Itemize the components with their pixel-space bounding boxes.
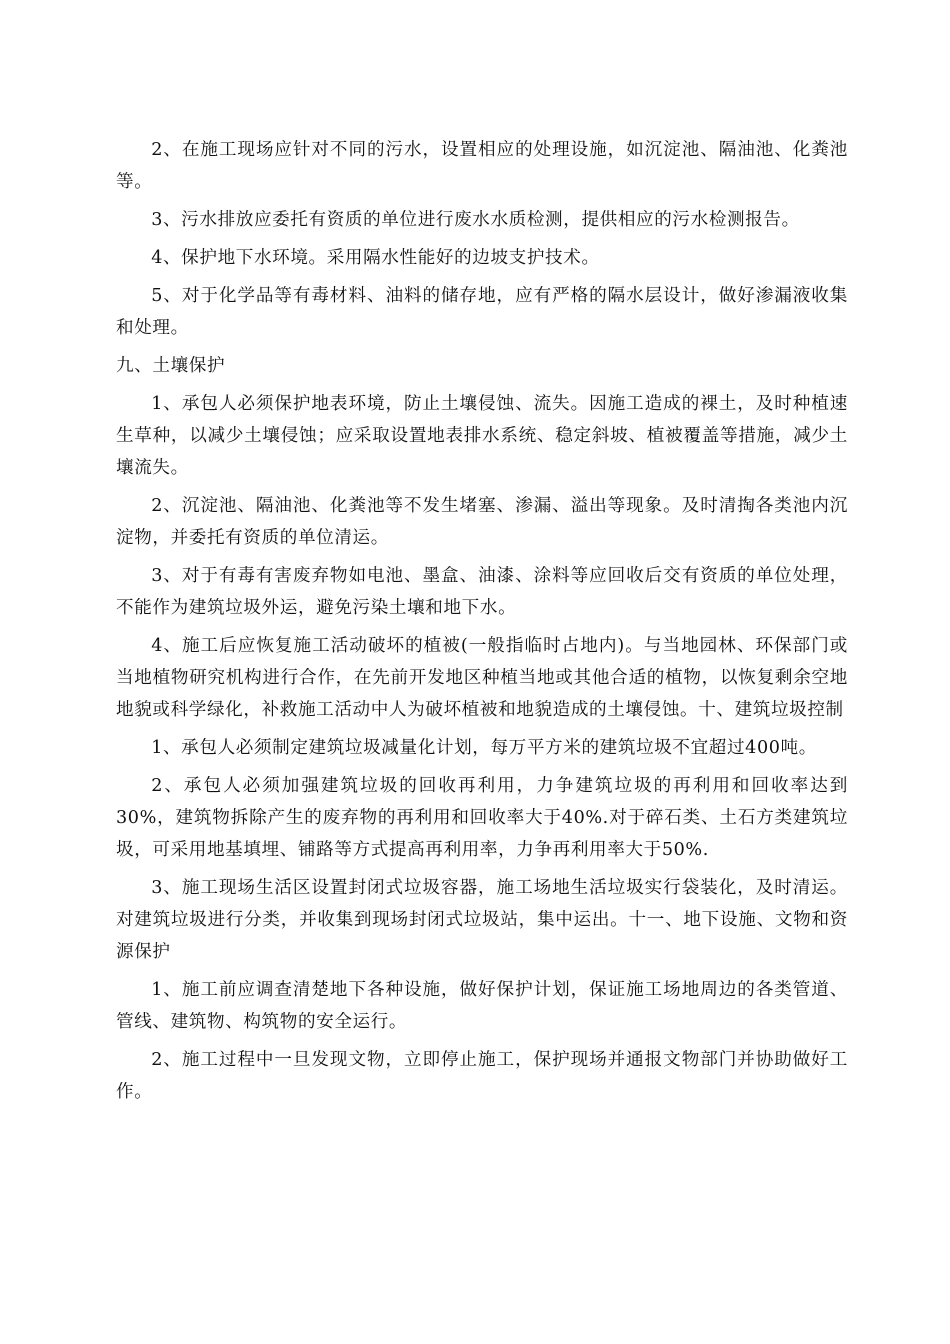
paragraph-waste-reduction-plan: 1、承包人必须制定建筑垃圾减量化计划，每万平方米的建筑垃圾不宜超过400吨。 — [151, 738, 817, 758]
document-body — [116, 134, 848, 1114]
paragraph-sedimentation-tanks: 2、沉淀池、隔油池、化粪池等不发生堵塞、渗漏、溢出等现象。及时清掏各类池内沉淀物，并委托有资质的单位清运。 — [116, 496, 848, 548]
paragraph-groundwater: 4、保护地下水环境。采用隔水性能好的边坡支护技术。 — [151, 248, 600, 268]
paragraph-hazardous-waste: 3、对于有毒有害废弃物如电池、墨盒、油漆、涂料等应回收后交有资质的单位处理，不能作为建筑垃圾外运，避免污染土壤和地下水。 — [116, 566, 848, 618]
section-heading-soil-protection: 九、土壤保护 — [116, 356, 226, 376]
paragraph-underground-facilities: 1、施工前应调查清楚地下各种设施，做好保护计划，保证施工场地周边的各类管道、管线、建筑物、构筑物的安全运行。 — [116, 980, 848, 1032]
paragraph-sewage-facilities: 2、在施工现场应针对不同的污水，设置相应的处理设施，如沉淀池、隔油池、化粪池等。 — [116, 140, 848, 192]
paragraph-cultural-relics: 2、施工过程中一旦发现文物，立即停止施工，保护现场并通报文物部门并协助做好工作。 — [116, 1050, 848, 1102]
paragraph-domestic-waste: 3、施工现场生活区设置封闭式垃圾容器，施工场地生活垃圾实行袋装化，及时清运。对建筑垃圾进行分类，并收集到现场封闭式垃圾站，集中运出。十一、地下设施、文物和资源保护 — [116, 878, 848, 962]
paragraph-vegetation-restoration: 4、施工后应恢复施工活动破坏的植被(一般指临时占地内)。与当地园林、环保部门或当地植物研究机构进行合作，在先前开发地区种植当地或其他合适的植物，以恢复剩余空地地貌或科学绿化，补救施工活动中人为破坏植被和地貌造成的土壤侵蚀。十、建筑垃圾控制 — [116, 636, 848, 720]
paragraph-water-testing: 3、污水排放应委托有资质的单位进行废水水质检测，提供相应的污水检测报告。 — [151, 210, 800, 230]
paragraph-waste-recycling: 2、承包人必须加强建筑垃圾的回收再利用，力争建筑垃圾的再利用和回收率达到30%，建筑物拆除产生的废弃物的再利用和回收率大于40%.对于碎石类、土石方类建筑垃圾，可采用地基填埋、铺路等方式提高再利用率，力争再利用率大于50%. — [116, 776, 848, 860]
paragraph-soil-erosion: 1、承包人必须保护地表环境，防止土壤侵蚀、流失。因施工造成的裸土，及时种植速生草种，以减少土壤侵蚀；应采取设置地表排水系统、稳定斜坡、植被覆盖等措施，减少土壤流失。 — [116, 394, 848, 478]
paragraph-chemical-storage: 5、对于化学品等有毒材料、油料的储存地，应有严格的隔水层设计，做好渗漏液收集和处理。 — [116, 286, 848, 338]
